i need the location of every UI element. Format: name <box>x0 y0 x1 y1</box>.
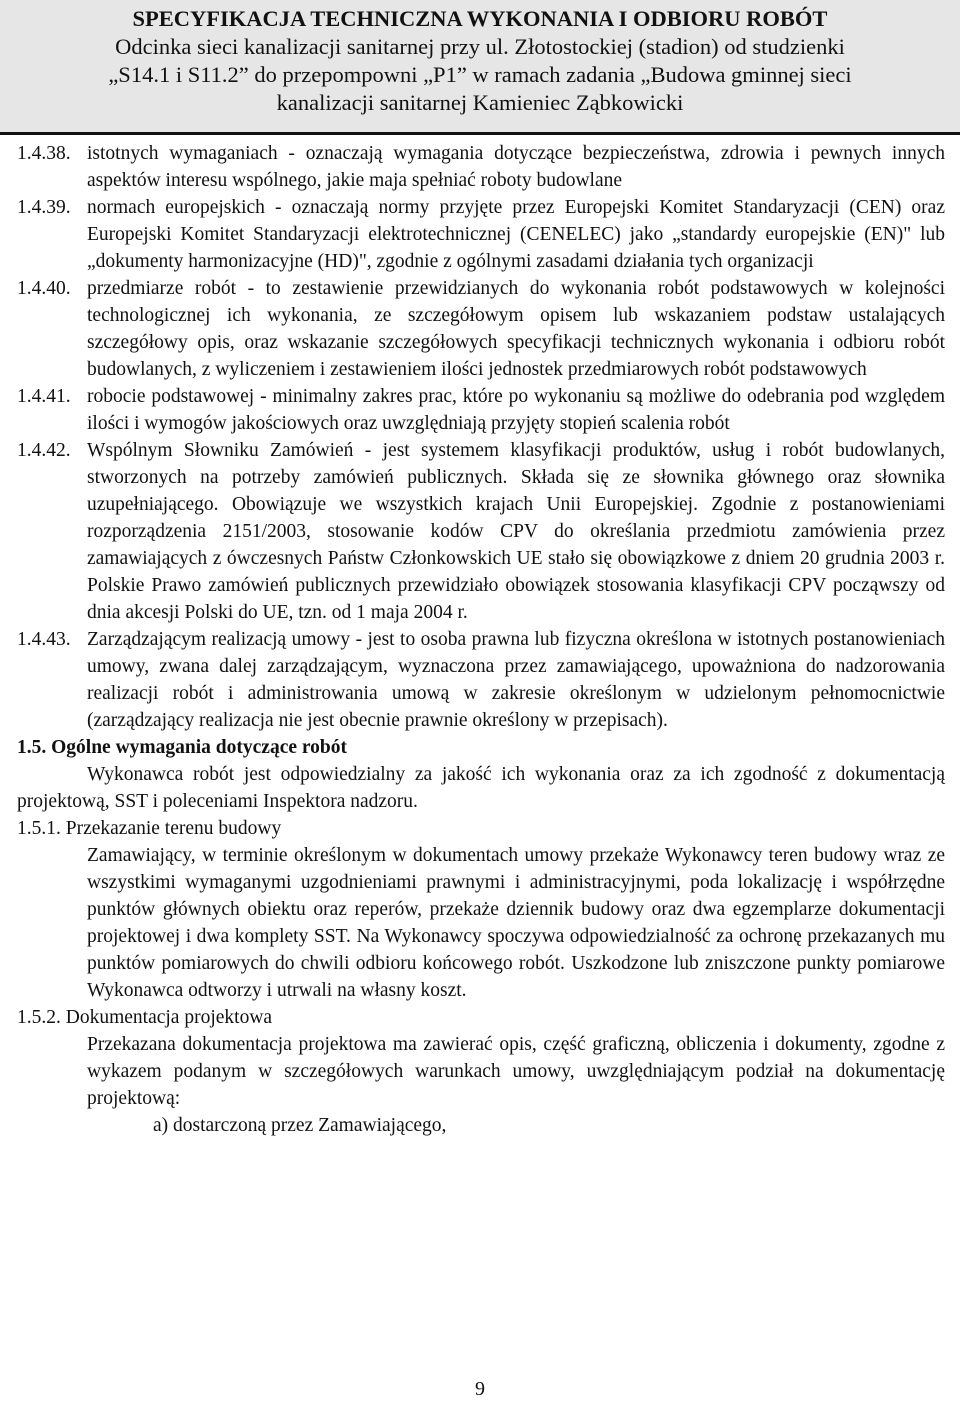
definition-number: 1.4.40. <box>17 278 71 299</box>
subsection-text-1-5-1: Zamawiający, w terminie określonym w dokumentach umowy przekaże Wykonawcy teren budowy wraz ze wszystkimi wymaganymi uzgodnieniami prawnymi i administracyjnymi, poda lokalizację i współrzędne punktów głównych obiektu oraz reperów, przekaże dziennik budowy oraz dwa egzemplarze dokumentacji projektowej i dwa komplety SST. Na Wykonawcy spoczywa odpowiedzialność za ochronę przekazanych mu punktów pomiarowych do chwili odbioru końcowego robót. Uszkodzone lub zniszczone punkty pomiarowe Wykonawca odtworzy i utrwali na własny koszt. <box>87 845 945 1001</box>
definition-item <box>17 437 945 626</box>
definition-number: 1.4.39. <box>17 197 71 218</box>
definition-text: Zarządzającym realizacją umowy - jest to osoba prawna lub fizyczna określona w istotnych postanowieniach umowy, zwana dalej zarządzającym, wyznaczona przez zamawiającego, upoważniona do nadzorowania realizacji robót i administrowania umową w zakresie określonym w udzielonym pełnomocnictwie (zarządzający realizacja nie jest obecnie prawnie określony w przepisach). <box>87 629 945 731</box>
section-1-5 <box>17 734 945 1139</box>
header-line-1: Odcinka sieci kanalizacji sanitarnej przy ul. Złotostockiej (stadion) od studzienki <box>115 34 845 59</box>
definition-number: 1.4.38. <box>17 143 71 164</box>
page-number: 9 <box>475 1378 485 1400</box>
definition-text: istotnych wymaganiach - oznaczają wymagania dotyczące bezpieczeństwa, zdrowia i pewnych innych aspektów interesu wspólnego, jakie maja spełniać roboty budowlane <box>87 143 945 191</box>
definition-number: 1.4.43. <box>17 629 71 650</box>
definition-text: normach europejskich - oznaczają normy przyjęte przez Europejski Komitet Standaryzacji (CEN) oraz Europejski Komitet Standaryzacji elektrotechnicznej (CENELEC) jako „standardy europejskie (EN)" lub „dokumenty harmonizacyjne (HD)", zgodnie z ogólnymi zasadami działania tych organizacji <box>87 197 945 272</box>
definition-item <box>17 383 945 437</box>
header-line-2: „S14.1 i S11.2” do przepompowni „P1” w ramach zadania „Budowa gminnej sieci <box>108 62 852 87</box>
document-body <box>17 140 945 1139</box>
definition-text: Wspólnym Słowniku Zamówień - jest systemem klasyfikacji produktów, usług i robót budowlanych, stworzonych na potrzeby zamówień publicznych. Składa się ze słownika głównego oraz słownika uzupełniającego. Obowiązuje we wszystkich krajach Unii Europejskiej. Zgodnie z postanowieniami rozporządzenia 2151/2003, stosowanie kodów CPV do określania przedmiotu zamówienia przez zamawiających z ówczesnych Państw Członkowskich UE stało się obowiązkowe z dniem 20 grudnia 2003 r. Polskie Prawo zamówień publicznych przewidziało obowiązek stosowania klasyfikacji CPV począwszy od dnia akcesji Polski do UE, tzn. od 1 maja 2004 r. <box>87 440 945 623</box>
definition-number: 1.4.41. <box>17 386 71 407</box>
definition-item <box>17 626 945 734</box>
definition-number: 1.4.42. <box>17 440 71 461</box>
definition-item <box>17 194 945 275</box>
section-heading: 1.5. Ogólne wymagania dotyczące robót <box>17 737 348 758</box>
definition-text: przedmiarze robót - to zestawienie przewidzianych do wykonania robót podstawowych w kolejności technologicznej ich wykonania, ze szczegółowym opisem lub wskazaniem podstaw ustalających szczegółowy opis, oraz wskazanie szczegółowych specyfikacji technicznych wykonania i odbioru robót budowlanych, z wyliczeniem i zestawieniem ilości jednostek przedmiarowych robót podstawowych <box>87 278 945 380</box>
subsection-heading-1-5-1: 1.5.1. Przekazanie terenu budowy <box>17 818 282 839</box>
section-intro: Wykonawca robót jest odpowiedzialny za jakość ich wykonania oraz za ich zgodność z dokumentacją projektową, SST i poleceniami Inspektora nadzoru. <box>17 764 945 812</box>
definition-text: robocie podstawowej - minimalny zakres prac, które po wykonaniu są możliwe do odebrania pod względem ilości i wymogów jakościowych oraz uwzględniają przyjęty stopień scalenia robót <box>87 386 945 434</box>
list-item-a: a) dostarczoną przez Zamawiającego, <box>153 1115 447 1136</box>
document-header <box>0 0 960 135</box>
definition-item <box>17 140 945 194</box>
header-title: SPECYFIKACJA TECHNICZNA WYKONANIA I ODBIORU ROBÓT <box>132 6 828 31</box>
header-line-3: kanalizacji sanitarnej Kamieniec Ząbkowicki <box>276 90 684 115</box>
subsection-heading-1-5-2: 1.5.2. Dokumentacja projektowa <box>17 1007 273 1028</box>
subsection-text-1-5-2: Przekazana dokumentacja projektowa ma zawierać opis, część graficzną, obliczenia i dokumenty, zgodne z wykazem podanym w szczegółowych warunkach umowy, uwzględniającym podział na dokumentację projektową: <box>87 1034 945 1109</box>
definition-item <box>17 275 945 383</box>
